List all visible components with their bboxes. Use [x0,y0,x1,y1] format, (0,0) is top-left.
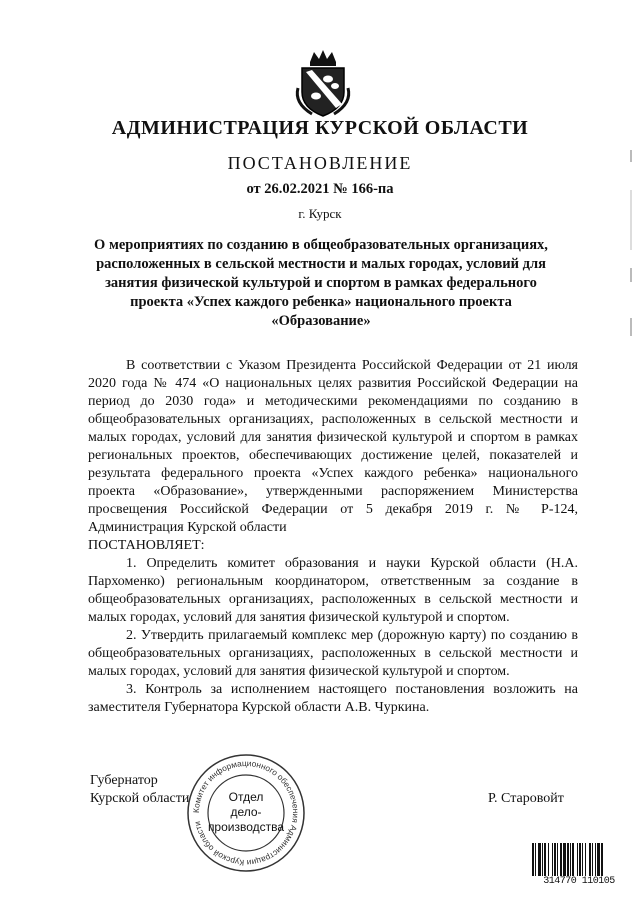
barcode-bar [560,843,562,877]
document-body [88,357,578,717]
barcode-bar [563,843,566,877]
document-date-number: от 26.02.2021 № 166-па [246,181,394,197]
item-1-paragraph: 1. Определить комитет образования и науки Курской области (Н.А. Пархоменко) региональным координатором, ответственным за создание в общеобразовательных организациях, расположенных в сельской местности и малых городах, условий для занятия физической культурой и спортом. [88,556,578,625]
barcode-bar [552,843,553,877]
document-type: ПОСТАНОВЛЕНИЕ [227,153,413,173]
signatory-position-line2: Курской области [90,791,190,806]
document-city: г. Курск [298,206,342,221]
document-subject: О мероприятиях по созданию в общеобразовательных организациях, расположенных в сельской местности и малых городах, условий для занятия физической культурой и спортом в рамках федерального проекта «Успех каждого ребенка» национального проекта «Образование» [94,237,548,329]
barcode-bar [589,843,591,877]
barcode-bar [577,843,578,877]
signatory-position [90,772,189,808]
office-stamp [185,752,307,874]
resolves-heading: ПОСТАНОВЛЯЕТ: [88,538,205,553]
barcode-bar [557,843,558,877]
barcode-bar [535,843,536,877]
barcode-bar [572,843,574,877]
barcode-bar [554,843,556,877]
stamp-inner-text [185,790,307,835]
scan-margin-mark [630,318,632,336]
barcode-bar [579,843,581,877]
barcode-bar [595,843,596,877]
coat-of-arms-icon [288,48,358,118]
stamp-line-2: дело- [230,805,262,819]
item-2-paragraph: 2. Утвердить прилагаемый комплекс мер (дорожную карту) по созданию в общеобразовательных организациях, расположенных в сельской местности и малых городах, условий для занятия физической культурой и спортом. [88,628,578,679]
barcode-bar [585,843,586,877]
barcode-bar [548,843,549,877]
scan-margin-mark [630,268,632,282]
barcode-bar [532,843,534,877]
stamp-line-3: производства [207,820,285,834]
scan-margin-mark [630,150,632,162]
stamp-ring-text: Комитет информационного обеспечения Администрации Курской области [190,757,302,869]
signatory-name: Р. Старовойт [488,791,564,806]
barcode-digits: 314770 110105 [531,876,627,887]
barcode-bar [567,843,569,877]
barcode-bar [597,843,600,877]
organization-title: АДМИНИСТРАЦИЯ КУРСКОЙ ОБЛАСТИ [111,117,529,139]
stamp-line-1: Отдел [228,790,264,804]
barcode-bar [592,843,593,877]
item-3-paragraph: 3. Контроль за исполнением настоящего постановления возложить на заместителя Губернатора Курской области А.В. Чуркина. [88,682,578,715]
signatory-position-line1: Губернатор [90,773,158,788]
scan-margin-mark [630,190,632,250]
barcode-bar [601,843,603,877]
barcode-bar [538,843,541,877]
barcode-bar [544,843,546,877]
preamble-paragraph: В соответствии с Указом Президента Российской Федерации от 21 июля 2020 года № 474 «О национальных целях развития Российской Федерации на период до 2030 года» и методическими рекомендациями по созданию в общеобразовательных организациях, расположенных в сельской местности и малых городах, условий для занятия физической культурой и спортом в рамках региональных проектов, обеспечивающих достижение целей, показателей и результата федерального проекта «Успех каждого ребенка» национального проекта «Образование», утвержденными распоряжением Министерства просвещения Российской Федерации от 5 декабря 2019 г. № Р-124, Администрация Курской области [88,358,578,535]
barcode-bar [542,843,543,877]
barcode-bar [582,843,583,877]
barcode-bar [570,843,571,877]
